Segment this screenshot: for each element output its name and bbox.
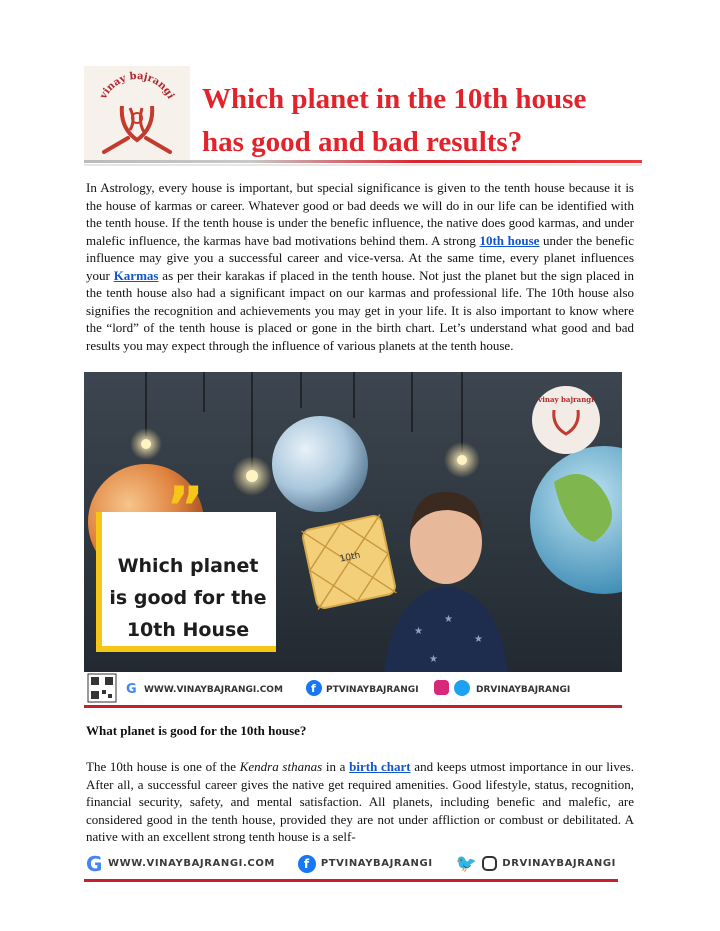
footer-facebook[interactable]: PTVINAYBAJRANGI — [320, 858, 433, 869]
svg-text:Which planet: Which planet — [117, 555, 259, 577]
birth-chart-link[interactable]: birth chart — [349, 759, 411, 774]
svg-text:★: ★ — [414, 626, 423, 637]
svg-text:is good for the: is good for the — [109, 587, 267, 609]
svg-text:10th: 10th — [338, 550, 362, 565]
footer-social[interactable]: DRVINAYBAJRANGI — [502, 858, 616, 869]
svg-text:★: ★ — [444, 614, 453, 625]
svg-text:WWW.VINAYBAJRANGI.COM: WWW.VINAYBAJRANGI.COM — [144, 685, 283, 695]
section-heading: What planet is good for the 10th house? — [86, 723, 307, 738]
svg-text:DRVINAYBAJRANGI: DRVINAYBAJRANGI — [476, 685, 571, 695]
karmas-link[interactable]: Karmas — [113, 267, 159, 283]
section-paragraph: The 10th house is one of the Kendra sthanas in a birth chart and keeps utmost importance in our lives. After all, a successful career gives the native get required amenities. Good lifestyle, status, recognition, financial security, safety, and mental satisfaction. All planets, including benefic and malefic, are considered good in the tenth house, provided they are not under affliction or combust or debilitated. A native with an excellent strong tenth house is a self- — [86, 759, 634, 844]
svg-text:vinay bajrangi: vinay bajrangi — [98, 70, 176, 101]
title-divider — [84, 160, 642, 163]
banner-image — [84, 372, 622, 708]
twitter-icon: 🐦 — [455, 853, 478, 874]
svg-text:PTVINAYBAJRANGI: PTVINAYBAJRANGI — [326, 685, 419, 695]
page-title: Which planet in the 10th house has good and bad results? — [202, 83, 587, 158]
svg-text:vinay bajrangi: vinay bajrangi — [538, 395, 594, 404]
google-icon: G — [86, 851, 104, 876]
vinay-bajrangi-logo — [84, 66, 190, 162]
svg-text:”: ” — [166, 474, 205, 542]
page-footer — [84, 848, 618, 882]
instagram-icon — [482, 856, 497, 871]
svg-text:f: f — [311, 682, 316, 695]
footer-website[interactable]: WWW.VINAYBAJRANGI.COM — [108, 858, 275, 869]
svg-text:10th House: 10th House — [126, 619, 250, 641]
svg-text:★: ★ — [474, 634, 483, 645]
svg-text:G: G — [126, 682, 137, 697]
tenth-house-link[interactable]: 10th house — [479, 232, 540, 248]
title-divider-shadow — [84, 164, 642, 166]
intro-paragraph: In Astrology, every house is important, but special significance is given to the tenth house because it is the house of karmas or career. Whatever good or bad deeds we will do in our life can be identified with the tenth house. If the tenth house is under the benefic influence, the native does good karmas, and under malefic influence, the karmas have bad motivations behind them. A strong 10th house under the benefic influence may give you a successful career and vice-versa. At the same time, every planet influences your Karmas as per their karakas if placed in the tenth house. Not just the planet but the sign placed in the tenth house also had a significant impact on our karmas and professional life. The 10th house also signifies the recognition and achievements you may get in your life. It is also important to know where the “lord” of the tenth house is placed or gone in the birth chart. Let’s understand what good and bad results you may expect through the influence of various planets at the tenth house. — [86, 180, 634, 353]
svg-text:★: ★ — [429, 654, 438, 665]
facebook-icon: f — [298, 855, 316, 873]
